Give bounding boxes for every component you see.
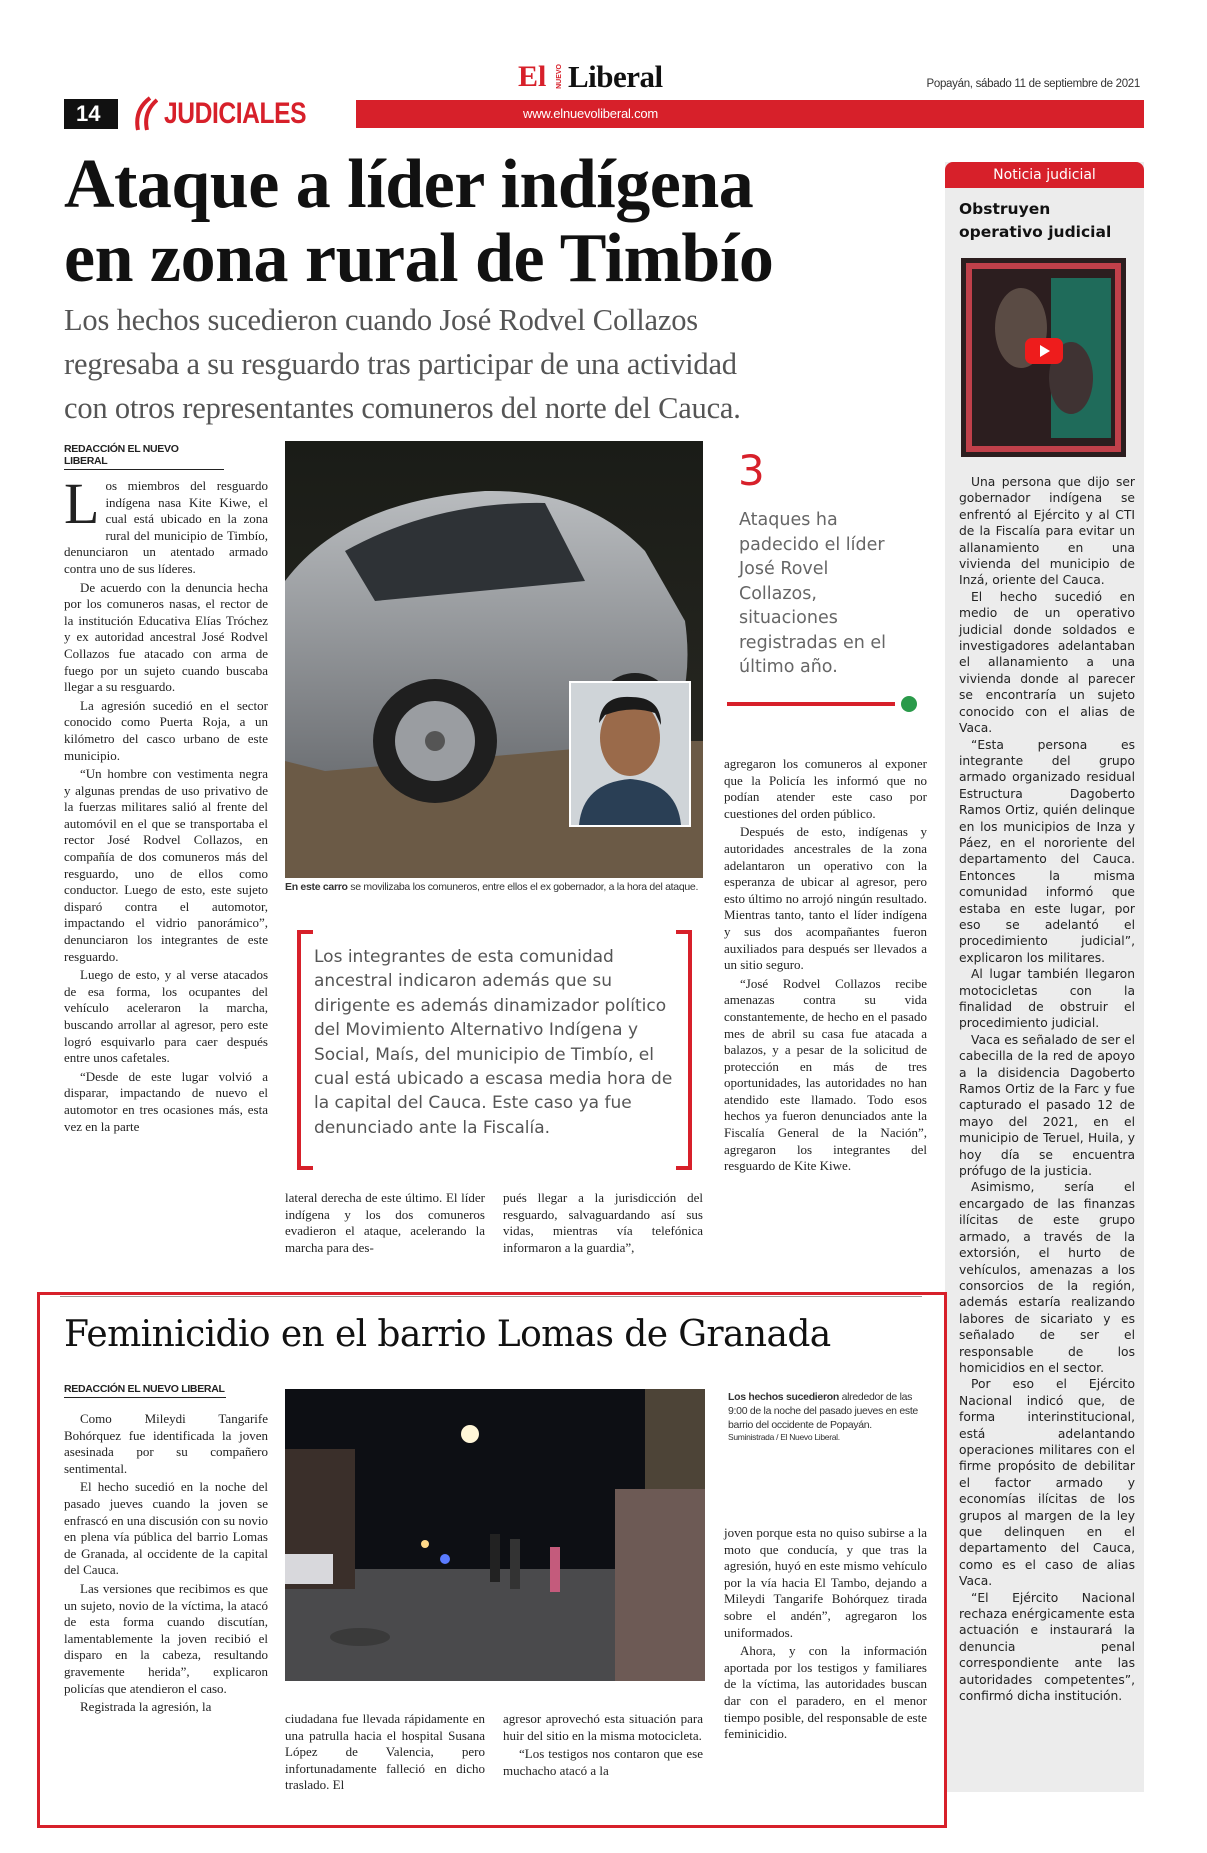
paragraph: Luego de esto, y al verse atacados de esa forma, los ocupantes del vehículo aceleraron la marcha, buscando arrollar al agresor, pero este logró esquivarlo para caer después entre unos cafetales. (64, 967, 268, 1066)
article1-col4 (724, 756, 927, 1177)
paragraph: ciudadana fue llevada rápidamente en una patrulla hacia el hospital Susana López de Valencia, pero infortunadamente falleció en dicho traslado. El (285, 1711, 485, 1793)
page-number: 14 (64, 99, 118, 129)
section-slash-icon (128, 96, 158, 132)
stat-divider (727, 702, 895, 706)
paragraph: Después de esto, indígenas y autoridades ancestrales de la zona adelantaron un operativo con la esperanza de ubicar al agresor, pero esto último no arrojó ningún resultado. Mientras tanto, tanto el líder indígena y sus dos acompañantes fueron auxiliados para después ser llevados a un sitio seguro. (724, 824, 927, 973)
sidebar-video-thumbnail[interactable] (961, 258, 1126, 457)
paragraph: Como Mileydi Tangarife Bohórquez fue identificada la joven asesinada por su compañero sentimental. (64, 1411, 268, 1476)
paragraph: “José Rodvel Collazos recibe amenazas contra su vida constantemente, de hecho en el pasado mes de abril su casa fue atacada a balazos, y a pesar de la solicitud de protección en más de tres oportunidades, las autoridades no han atendido este llamado. Todo esos hechos ya fueron denunciados ante la Fiscalía General de la Nación”, agregaron los integrantes del resguardo de Kite Kiwe. (724, 975, 927, 1174)
article1-col2 (285, 1190, 485, 1258)
caption-text: se movilizaba los comuneros, entre ellos el ex gobernador, a la hora del ataque. (350, 881, 699, 893)
article1-deck (64, 298, 944, 430)
article1-byline: REDACCIÓN EL NUEVO LIBERAL (64, 443, 224, 470)
stat-dot-icon (901, 696, 917, 712)
pullquote-left-bracket (297, 930, 313, 1170)
article1-headline (64, 148, 944, 296)
paragraph: El hecho sucedió en la noche del pasado jueves cuando la joven se enfrascó en una discusión con su novio en plena vía pública del barrio Lomas de Granada, al occidente de la capital del Cauca. (64, 1479, 268, 1578)
caption-text: alrededor de las 9:00 de la noche del pasado jueves en este barrio del occidente de Popayán. (728, 1391, 918, 1431)
article1-col3 (503, 1190, 703, 1258)
paragraph: “Desde de este lugar volvió a disparar, impactando de nuevo el automotor en tres ocasiones más, esta vez en la parte (64, 1068, 268, 1134)
car-photo-caption (285, 880, 703, 894)
paragraph: Registrada la agresión, la (80, 1699, 212, 1715)
header-red-bar (356, 100, 1144, 128)
newspaper-logo (518, 60, 758, 96)
sidebar-title-line-1: Obstruyen (959, 200, 1051, 218)
paragraph: agregaron los comuneros al exponer que la Policía les informó que no podían atender este caso por cuestiones del orden público. (724, 756, 927, 821)
deck-line-1: Los hechos sucedieron cuando José Rodvel Collazos (64, 303, 698, 337)
paragraph: Una persona que dijo ser gobernador indígena se enfrentó al Ejército y al CTI de la Fiscalía para evitar un allanamiento en una vivienda del municipio de Inzá, oriente del Cauca. (959, 475, 1135, 588)
article2-col2 (285, 1711, 485, 1796)
headline-line-2: en zona rural de Timbío (64, 220, 774, 297)
website-url[interactable]: www.elnuevoliberal.com (523, 106, 659, 121)
paragraph: “El Ejército Nacional rechaza enérgicamente esta actuación e instaurará la denuncia penal correspondiente ante las autoridades competentes”, confirmó dicha institución. (959, 1590, 1135, 1704)
stat-number: 3 (738, 446, 765, 495)
paragraph: Vaca es señalado de ser el cabecilla de la red de apoyo a la disidencia Dagoberto Ramos Ortiz de la Farc y fue capturado el pasado 12 de mayo del 2021, en el municipio de Teruel, Huila, y hoy día se encuentra prófugo de la justicia. (959, 1032, 1135, 1179)
issue-date: Popayán, sábado 11 de septiembre de 2021 (926, 78, 1140, 90)
deck-line-2: regresaba a su resguardo tras participar de una actividad (64, 347, 737, 381)
paragraph: lateral derecha de este último. El líder indígena y los dos comuneros evadieron el ataque, acelerando la marcha para des- (285, 1190, 485, 1255)
paragraph: El hecho sucedió en medio de un operativo judicial donde soldados e investigadores adelantaban el allanamiento a una vivienda donde al parecer se encontraría un sujeto conocido con el alias de Vaca. (959, 589, 1135, 736)
car-photo (285, 441, 703, 878)
stat-text: Ataques ha padecido el líder José Rovel Collazos, situaciones registradas en el último año. (739, 510, 887, 677)
article1-col1 (64, 478, 268, 1268)
paragraph: joven porque esta no quiso subirse a la moto que conducía, y que tras la agresión, huyó en este mismo vehículo por la vía hacia El Tambo, dejando a Mileydi Tangarife Bohórquez tirada sobre el andén”, agregaron los uniformados. (724, 1525, 927, 1640)
headline-line-1: Ataque a líder indígena (64, 146, 754, 223)
paragraph: Asimismo, sería el encargado de las finanzas ilícitas de este grupo armado, a través de la extorsión, el hurto de vehículos, amenazas a los consorcios de la región, además estaría realizando labores de sicariato y es señalado de ser el responsable de los homicidios en el sector. (959, 1180, 1135, 1375)
article2-top-rule (60, 1296, 922, 1297)
street-photo (285, 1389, 705, 1681)
logo-nuevo: NUEVO (556, 64, 563, 89)
sidebar-box (945, 162, 1144, 1792)
paragraph: “Los testigos nos contaron que ese muchacho atacó a la (503, 1746, 703, 1778)
paragraph: “Esta persona es integrante del grupo armado organizado residual Estructura Dagoberto Ramos Ortiz, quién delinque en los municipios de Inza y Páez, en el nororiente del departamento del Cauca. Entonces la misma comunidad informó que estaba en este lugar, por eso se adelantó el procedimiento judicial”, explicaron los militares. (959, 737, 1135, 965)
paragraph: De acuerdo con la denuncia hecha por los comuneros nasas, el rector de la institución Educativa Elías Tróchez y ex autoridad ancestral José Rodvel Collazos fue atacado con arma de fuego por un sujeto cuando buscaba llegar a su resguardo. (64, 579, 268, 695)
street-photo-caption (728, 1390, 928, 1443)
logo-el: El (518, 60, 547, 93)
paragraph: Ahora, y con la información aportada por los testigos y familiares de la víctima, las autoridades buscan dar con el paradero, en el menor tiempo posible, del responsable de este feminicidio. (724, 1643, 927, 1742)
section-title: JUDICIALES (164, 97, 307, 130)
paragraph: “Un hombre con vestimenta negra y algunas prendas de uso privativo de la fuerzas militares salió al frente del automóvil en el que se transportaba el rector José Rodvel Collazos, en compañía de dos comuneros más del resguardo, uno de ellos como conductor. Luego de esto, este sujeto disparó contra el automotor, impactando el vidrio panorámico”, denunciaron los integrantes de este resguardo. (64, 766, 268, 964)
paragraph: La agresión sucedió en el sector conocido como Puerta Roja, a un kilómetro del casco urbano de este municipio. (64, 697, 268, 763)
paragraph: pués llegar a la jurisdicción del resguardo, salvaguardando así sus vidas, mientras vía telefónica informaron a la guardia”, (503, 1190, 703, 1255)
pullquote-right-bracket (676, 930, 692, 1170)
article2-col3 (503, 1711, 703, 1781)
portrait-inset (569, 681, 691, 827)
sidebar-text (959, 474, 1135, 1704)
article2-headline: Feminicidio en el barrio Lomas de Granada (64, 1314, 831, 1355)
logo-liberal: Liberal (568, 59, 663, 94)
paragraph: Los miembros del resguardo indígena nasa Kite Kiwe, el cual está ubicado en la zona rural del municipio de Timbío, denunciaron un atentado armado contra uno de sus líderes. (64, 478, 268, 576)
paragraph: Por eso el Ejército Nacional indicó que, de forma interinstitucional, está adelantando operaciones militares con el firme propósito de debilitar el factor armado y economías ilícitas de los grupos al margen de la ley que delinquen en el departamento del Cauca, como es el caso de alias Vaca. (959, 1377, 1135, 1589)
deck-line-3: con otros representantes comuneros del norte del Cauca. (64, 391, 741, 425)
article2-col1 (64, 1411, 268, 1718)
caption-bold: En este carro (285, 881, 348, 893)
article2-byline: REDACCIÓN EL NUEVO LIBERAL (64, 1383, 226, 1398)
paragraph: agresor aprovechó esta situación para huir del sitio en la misma motocicleta. (503, 1711, 703, 1743)
page-header (64, 60, 1144, 132)
article2-col4 (724, 1525, 927, 1745)
paragraph: Al lugar también llegaron motocicletas con la finalidad de obstruir el procedimiento judicial. (959, 967, 1135, 1031)
dropcap: L (64, 478, 100, 536)
sidebar-title (959, 198, 1139, 244)
pullquote-text: Los integrantes de esta comunidad ancestral indicaron además que su dirigente es además dinamizador político del Movimiento Alternativo Indígena y Social, Maís, del municipio de Timbío, el cual está ubicado a escasa media hora de la capital del Cauca. Este caso ya fue denunciado ante la Fiscalía. (314, 947, 673, 1138)
play-button-icon[interactable] (1025, 338, 1063, 364)
sidebar-label: Noticia judicial (945, 162, 1144, 188)
caption-credit: Suministrada / El Nuevo Liberal. (728, 1432, 840, 1442)
caption-bold: Los hechos sucedieron (728, 1391, 839, 1403)
sidebar-title-line-2: operativo judicial (959, 223, 1112, 241)
paragraph: Las versiones que recibimos es que un sujeto, novio de la víctima, la atacó de esta forma cuando discutían, lamentablemente la joven recibió el disparo en la cabeza, resultando gravemente herida”, explicaron policías que atendieron el caso. (64, 1580, 268, 1696)
